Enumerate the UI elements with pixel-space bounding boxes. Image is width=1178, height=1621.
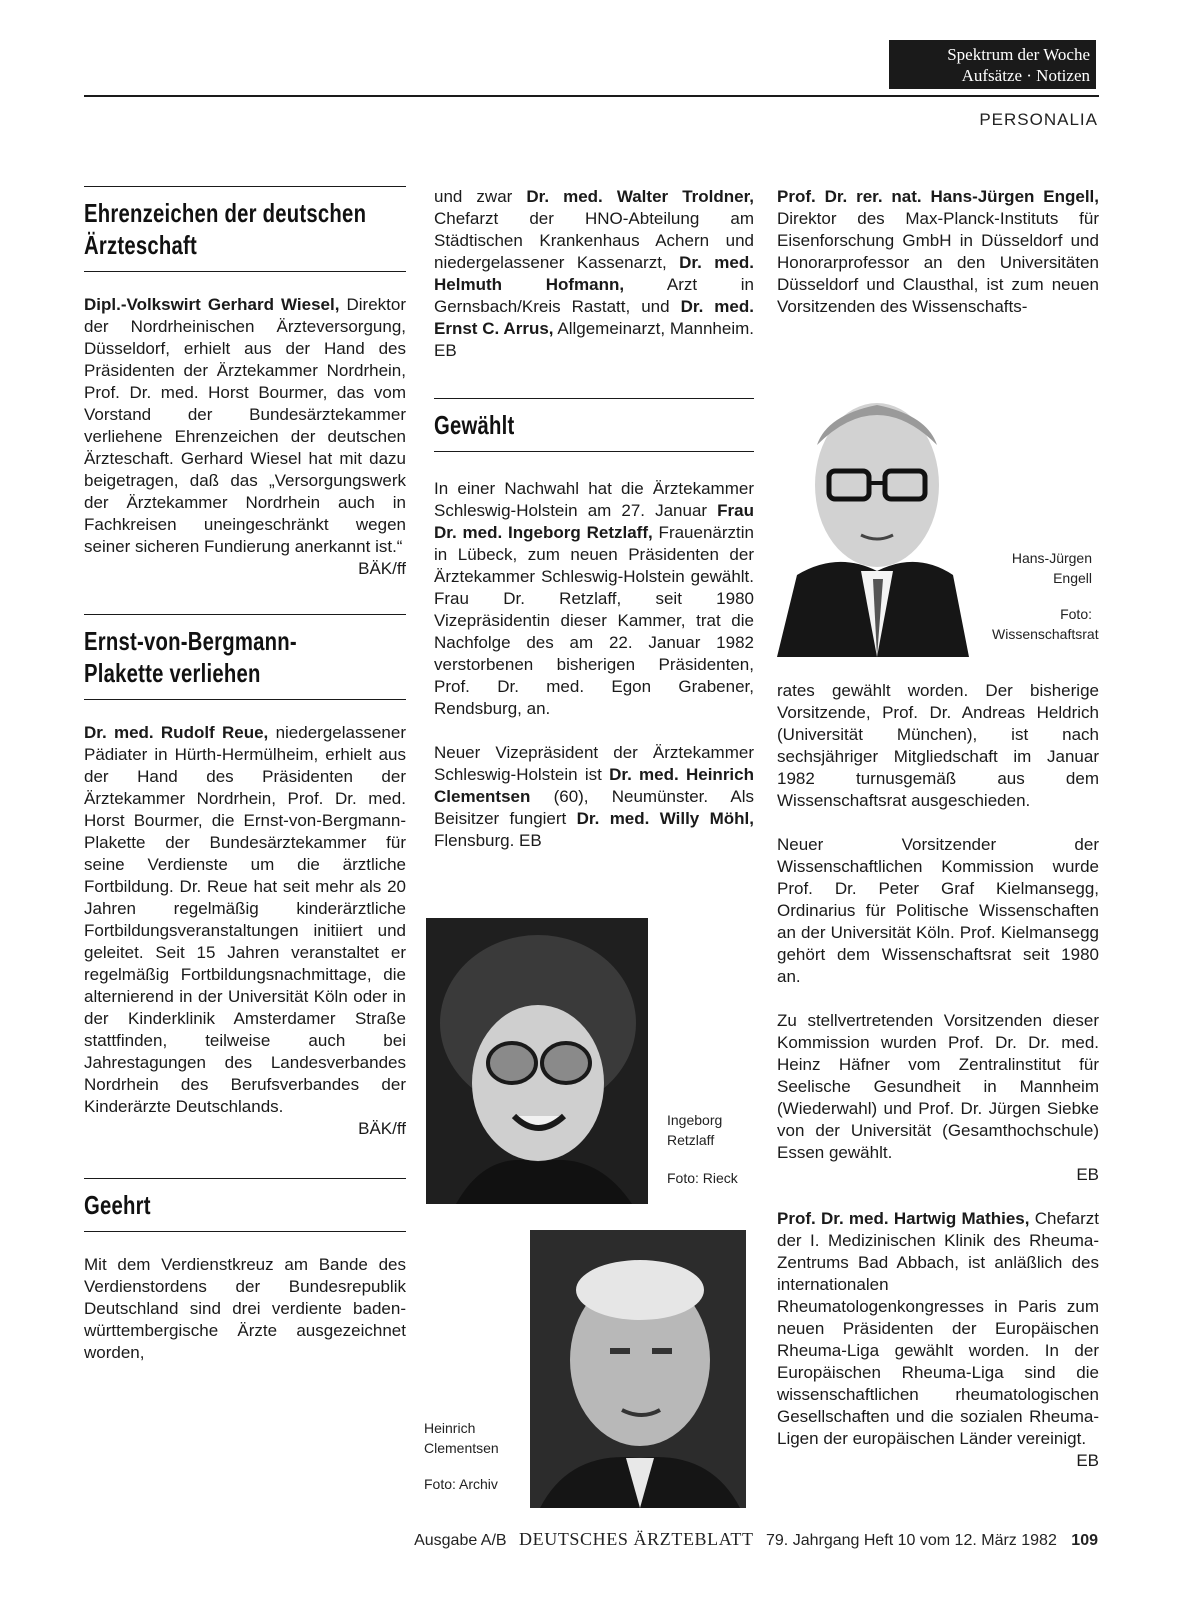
- column-3-continued: [777, 680, 1099, 1472]
- header-line-2: Aufsätze · Notizen: [961, 66, 1090, 85]
- text: Direktor des Max-Planck-Instituts für Eisenforschung GmbH in Düsseldorf und Honorarprofessor an den Universitäten Düsseldorf und Clausthal, ist zum neuen Vorsitzenden des Wissenschafts-: [777, 209, 1099, 316]
- footer-edition: Ausgabe A/B: [414, 1532, 507, 1549]
- text: Chefarzt der I. Medizinischen Klinik des Rheuma-Zentrums Bad Abbach, ist anläßlich des internationalen Rheumatologenkongresses in Paris zum neuen Präsidenten der Europäischen Rheuma-Liga gewählt worden. In der Europäischen Rheuma-Liga sind die wissenschaftlichen rheumatologischen Gesellschaften und die sozialen Rheuma-Ligen der europäischen Länder vereinigt.: [777, 1209, 1099, 1448]
- name-mathies: Prof. Dr. med. Hartwig Mathies,: [777, 1209, 1030, 1228]
- name-wiesel: Dipl.-Volkswirt Gerhard Wiesel,: [84, 295, 340, 314]
- name-retzlaff: Frau Dr. med. Ingeborg Retzlaff,: [434, 501, 754, 542]
- photo-retzlaff: [426, 918, 648, 1204]
- name-troldner: Dr. med. Walter Troldner,: [526, 187, 754, 206]
- text: (60), Neumünster. Als Beisitzer fungiert: [434, 787, 754, 828]
- signature: EB: [1076, 1451, 1099, 1470]
- header-line-1: Spektrum der Woche: [947, 45, 1090, 64]
- article-kielmansegg: Neuer Vorsitzender der Wissenschaftlichen Kommission wurde Prof. Dr. Peter Graf Kielmansegg, Ordinarius für Politische Wissenschaften an der Universität Köln. Prof. Kielmansegg gehört dem Wissenschaftsrat seit 1980 an.: [777, 835, 1099, 986]
- portrait-man-icon: [530, 1230, 746, 1508]
- footer-journal: DEUTSCHES ÄRZTEBLATT: [519, 1529, 754, 1549]
- rule: [84, 1231, 406, 1232]
- portrait-woman-icon: [426, 918, 648, 1204]
- name-clementsen: Dr. med. Heinrich Clementsen: [434, 765, 754, 806]
- caption-name: Heinrich Clementsen: [424, 1420, 499, 1456]
- rule: [84, 271, 406, 272]
- section-label: PERSONALIA: [979, 110, 1098, 129]
- text: Allgemeinarzt, Mannheim. EB: [434, 319, 754, 360]
- article-retzlaff: [434, 478, 754, 720]
- footer-page-number: 109: [1071, 1532, 1098, 1549]
- photo-engell: [777, 375, 969, 657]
- text: Chefarzt der HNO-Abteilung am Städtischen Krankenhaus Achern und niedergelassener Kassenarzt,: [434, 209, 754, 272]
- article-reue: [84, 722, 406, 1118]
- footer: [0, 1529, 1098, 1550]
- heading-ehrenzeichen: Ehrenzeichen der deutschen Ärzteschaft: [84, 198, 367, 260]
- heading-gewaehlt: Gewählt: [434, 410, 515, 440]
- column-1: [84, 186, 406, 1364]
- rule: [434, 451, 754, 452]
- rule: [434, 398, 754, 399]
- text: Arzt in Gernsbach/Kreis Rastatt, und: [434, 275, 755, 316]
- heading-geehrt: Geehrt: [84, 1190, 151, 1220]
- article-geehrt-cont: [434, 186, 754, 362]
- name-engell: Prof. Dr. rer. nat. Hans-Jürgen Engell,: [777, 187, 1099, 206]
- text: Neuer Vizepräsident der Ärztekammer Schleswig-Holstein ist: [434, 743, 754, 784]
- name-arrus: Dr. med. Ernst C. Arrus,: [434, 297, 754, 338]
- article-wiesel-text: Direktor der Nordrheinischen Ärzteversorgung, Düsseldorf, erhielt aus der Hand des Präsidenten der Ärztekammer Nordrhein, Prof. Dr. med. Horst Bourmer, das vom Vorstand der Bundesärztekammer verliehene Ehrenzeichen der deutschen Ärzteschaft. Gerhard Wiesel hat mit dazu beigetragen, daß das „Versorgungswerk der Ärztekammer Nordrhein auch in Fachkreisen uneingeschränkt wegen seiner sicheren Fundierung anerkannt ist.“: [84, 295, 406, 556]
- caption-retzlaff: [667, 1110, 757, 1188]
- caption-engell: [992, 548, 1099, 644]
- rule: [84, 699, 406, 700]
- article-heldrich: rates gewählt worden. Der bisherige Vorsitzende, Prof. Dr. Andreas Heldrich (Universität München), ist nach sechsjähriger Mitgliedschaft im Januar 1982 turnusgemäß aus dem Wissenschaftsrat ausgeschieden.: [777, 681, 1099, 810]
- name-hofmann: Dr. med. Helmuth Hofmann,: [434, 253, 754, 294]
- text: Flensburg. EB: [434, 831, 542, 850]
- portrait-man-glasses-icon: [777, 375, 969, 657]
- name-moehl: Dr. med. Willy Möhl,: [576, 809, 755, 828]
- article-mathies: [777, 1208, 1099, 1450]
- signature: BÄK/ff: [358, 559, 406, 578]
- caption-clementsen: [424, 1418, 524, 1494]
- rule: [84, 1178, 406, 1179]
- caption-name: Hans-Jürgen Engell: [1011, 550, 1092, 586]
- article-geehrt: Mit dem Verdienstkreuz am Bande des Verdienstordens der Bundesrepublik Deutschland sind drei verdiente baden-württembergische Ärzte ausgezeichnet worden,: [84, 1255, 406, 1362]
- text: In einer Nachwahl hat die Ärztekammer Schleswig-Holstein am 27. Januar: [434, 479, 754, 520]
- signature: EB: [1076, 1165, 1099, 1184]
- caption-credit: Foto: Archiv: [424, 1476, 498, 1492]
- article-clementsen: [434, 742, 754, 852]
- caption-credit: Foto: Wissenschaftsrat: [992, 606, 1099, 642]
- text: Frauenärztin in Lübeck, zum neuen Präsidenten der Ärztekammer Schleswig-Holstein gewählt. Frau Dr. Retzlaff, seit 1980 Vizepräsidentin dieser Kammer, trat die Nachfolge des am 22. Januar 1982 verstorbenen bisherigen Präsidenten, Prof. Dr. med. Egon Grabener, Rendsburg, an.: [434, 523, 754, 718]
- heading-bergmann: Ernst-von-Bergmann-Plakette verliehen: [84, 626, 297, 688]
- article-kommission: Zu stellvertretenden Vorsitzenden dieser Kommission wurden Prof. Dr. Dr. med. Heinz Häfner vom Zentralinstitut für Seelische Gesundheit in Mannheim (Wiederwahl) und Prof. Dr. Jürgen Siebke von der Universität (Gesamthochschule) Essen gewählt.: [777, 1011, 1099, 1162]
- name-reue: Dr. med. Rudolf Reue,: [84, 723, 269, 742]
- rule: [84, 186, 406, 187]
- article-reue-text: niedergelassener Pädiater in Hürth-Hermülheim, erhielt aus der Hand des Präsidenten der Ärztekammer Nordrhein, Prof. Dr. med. Horst Bourmer, die Ernst-von-Bergmann-Plakette der Bundesärztekammer für seine Verdienste um die ärztliche Fortbildung. Dr. Reue hat seit mehr als 20 Jahren regelmäßig kinderärztliche Fortbildungsveranstaltungen initiiert und geleitet. Seit 15 Jahren veranstaltet er regelmäßig Fortbildungsnachmittage, die alternierend in der Universität Köln oder in der Kinderklinik Amsterdamer Straße stattfinden, teilweise auch bei Jahrestagungen des Landesverbandes Nordrhein des Berufsverbandes der Kinderärzte Deutschlands.: [84, 723, 406, 1116]
- caption-credit: Foto: Rieck: [667, 1170, 738, 1186]
- rule: [84, 614, 406, 615]
- header-rule: [84, 95, 1099, 97]
- caption-name: Ingeborg Retzlaff: [667, 1112, 723, 1148]
- text: und zwar: [434, 187, 527, 206]
- column-3: [777, 186, 1099, 318]
- photo-clementsen: [530, 1230, 746, 1508]
- footer-issue: 79. Jahrgang Heft 10 vom 12. März 1982: [766, 1532, 1057, 1549]
- signature: BÄK/ff: [358, 1119, 406, 1138]
- article-wiesel: [84, 294, 406, 558]
- header-box: [889, 40, 1096, 89]
- column-2: [434, 186, 754, 852]
- article-engell: [777, 186, 1099, 318]
